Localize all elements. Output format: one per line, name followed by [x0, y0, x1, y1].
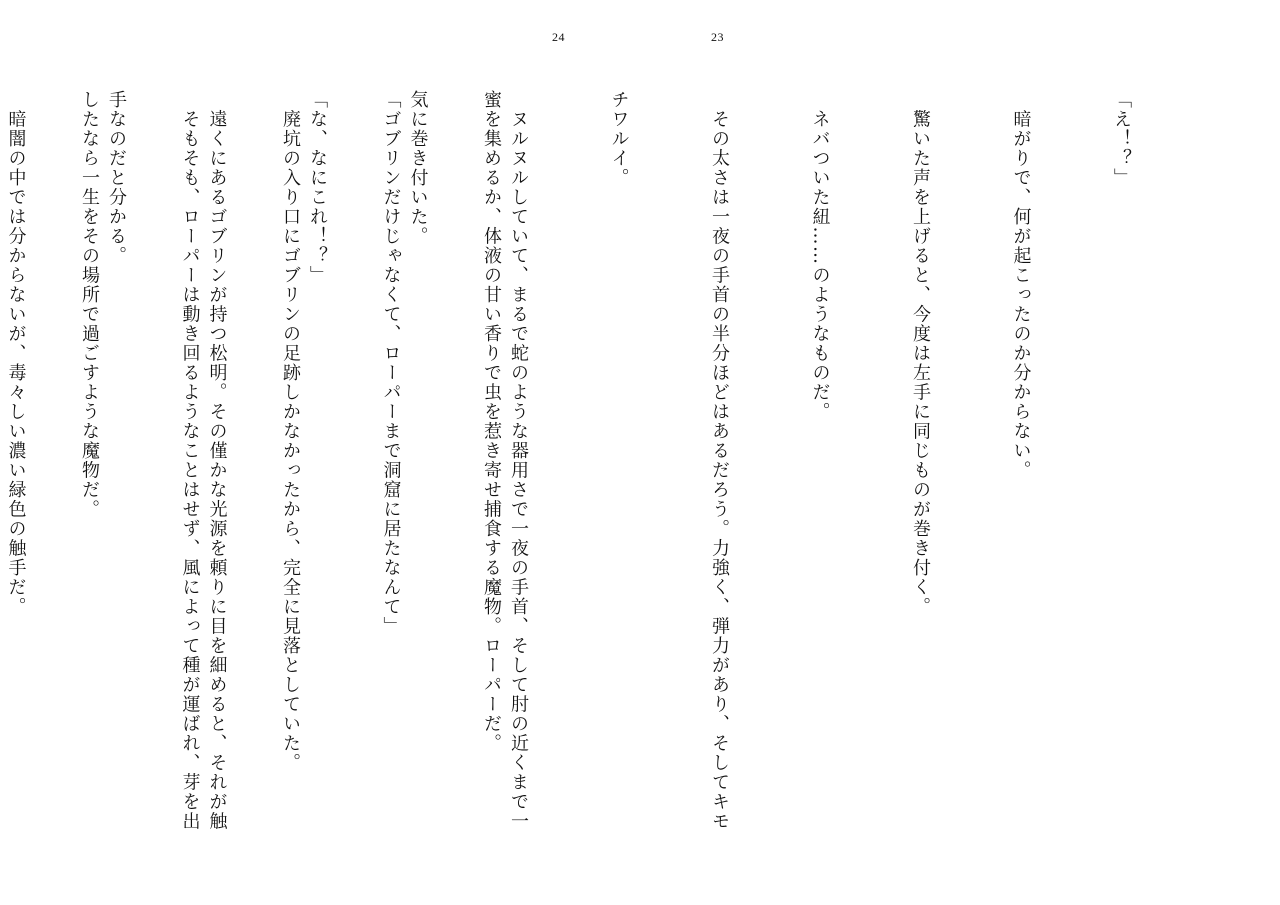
page-number: 24	[552, 30, 565, 44]
text-line: 手なのだと分かる。	[106, 90, 127, 266]
text-line: その太さは一夜の手首の半分ほどはあるだろう。力強く、弾力があり、そしてキモ	[709, 90, 730, 831]
text-line: 驚いた声を上げると、今度は左手に同じものが巻き付く。	[910, 90, 931, 617]
text-line: 遠くにあるゴブリンが持つ松明。その僅かな光源を頼りに目を細めると、それが触	[206, 90, 228, 831]
page-number: 23	[711, 30, 724, 44]
body-text	[0, 90, 1205, 880]
text-line: ヌルヌルしていて、まるで蛇のような器用さで一夜の手首、そして肘の近くまで一	[508, 90, 529, 831]
text-line: チワルイ。	[608, 90, 630, 188]
text-line: 「ゴブリンだけじゃなくて、ローパーまで洞窟に居たなんて」	[380, 90, 402, 636]
text-line: 暗がりで、何が起こったのか分からない。	[1010, 90, 1032, 480]
text-line: 「え！？」	[1111, 90, 1132, 188]
text-line: ネバついた紐……のようなものだ。	[809, 90, 831, 422]
text-line: そもそも、ローパーは動き回るようなことはせず、風によって種が運ばれ、芽を出	[179, 90, 201, 831]
text-line: 気に巻き付いた。	[407, 90, 429, 246]
text-line: 暗闇の中では分からないが、毒々しい濃い緑色の触手だ。	[5, 90, 27, 617]
text-line: したなら一生をその場所で過ごすような魔物だ。	[79, 90, 100, 519]
text-line: 蜜を集めるか、体液の甘い香りで虫を惹き寄せ捕食する魔物。ローパーだ。	[481, 90, 502, 753]
text-line: 「な、なにこれ！？」	[307, 90, 328, 285]
text-line: 廃坑の入り口にゴブリンの足跡しかなかったから、完全に見落としていた。	[280, 90, 301, 773]
